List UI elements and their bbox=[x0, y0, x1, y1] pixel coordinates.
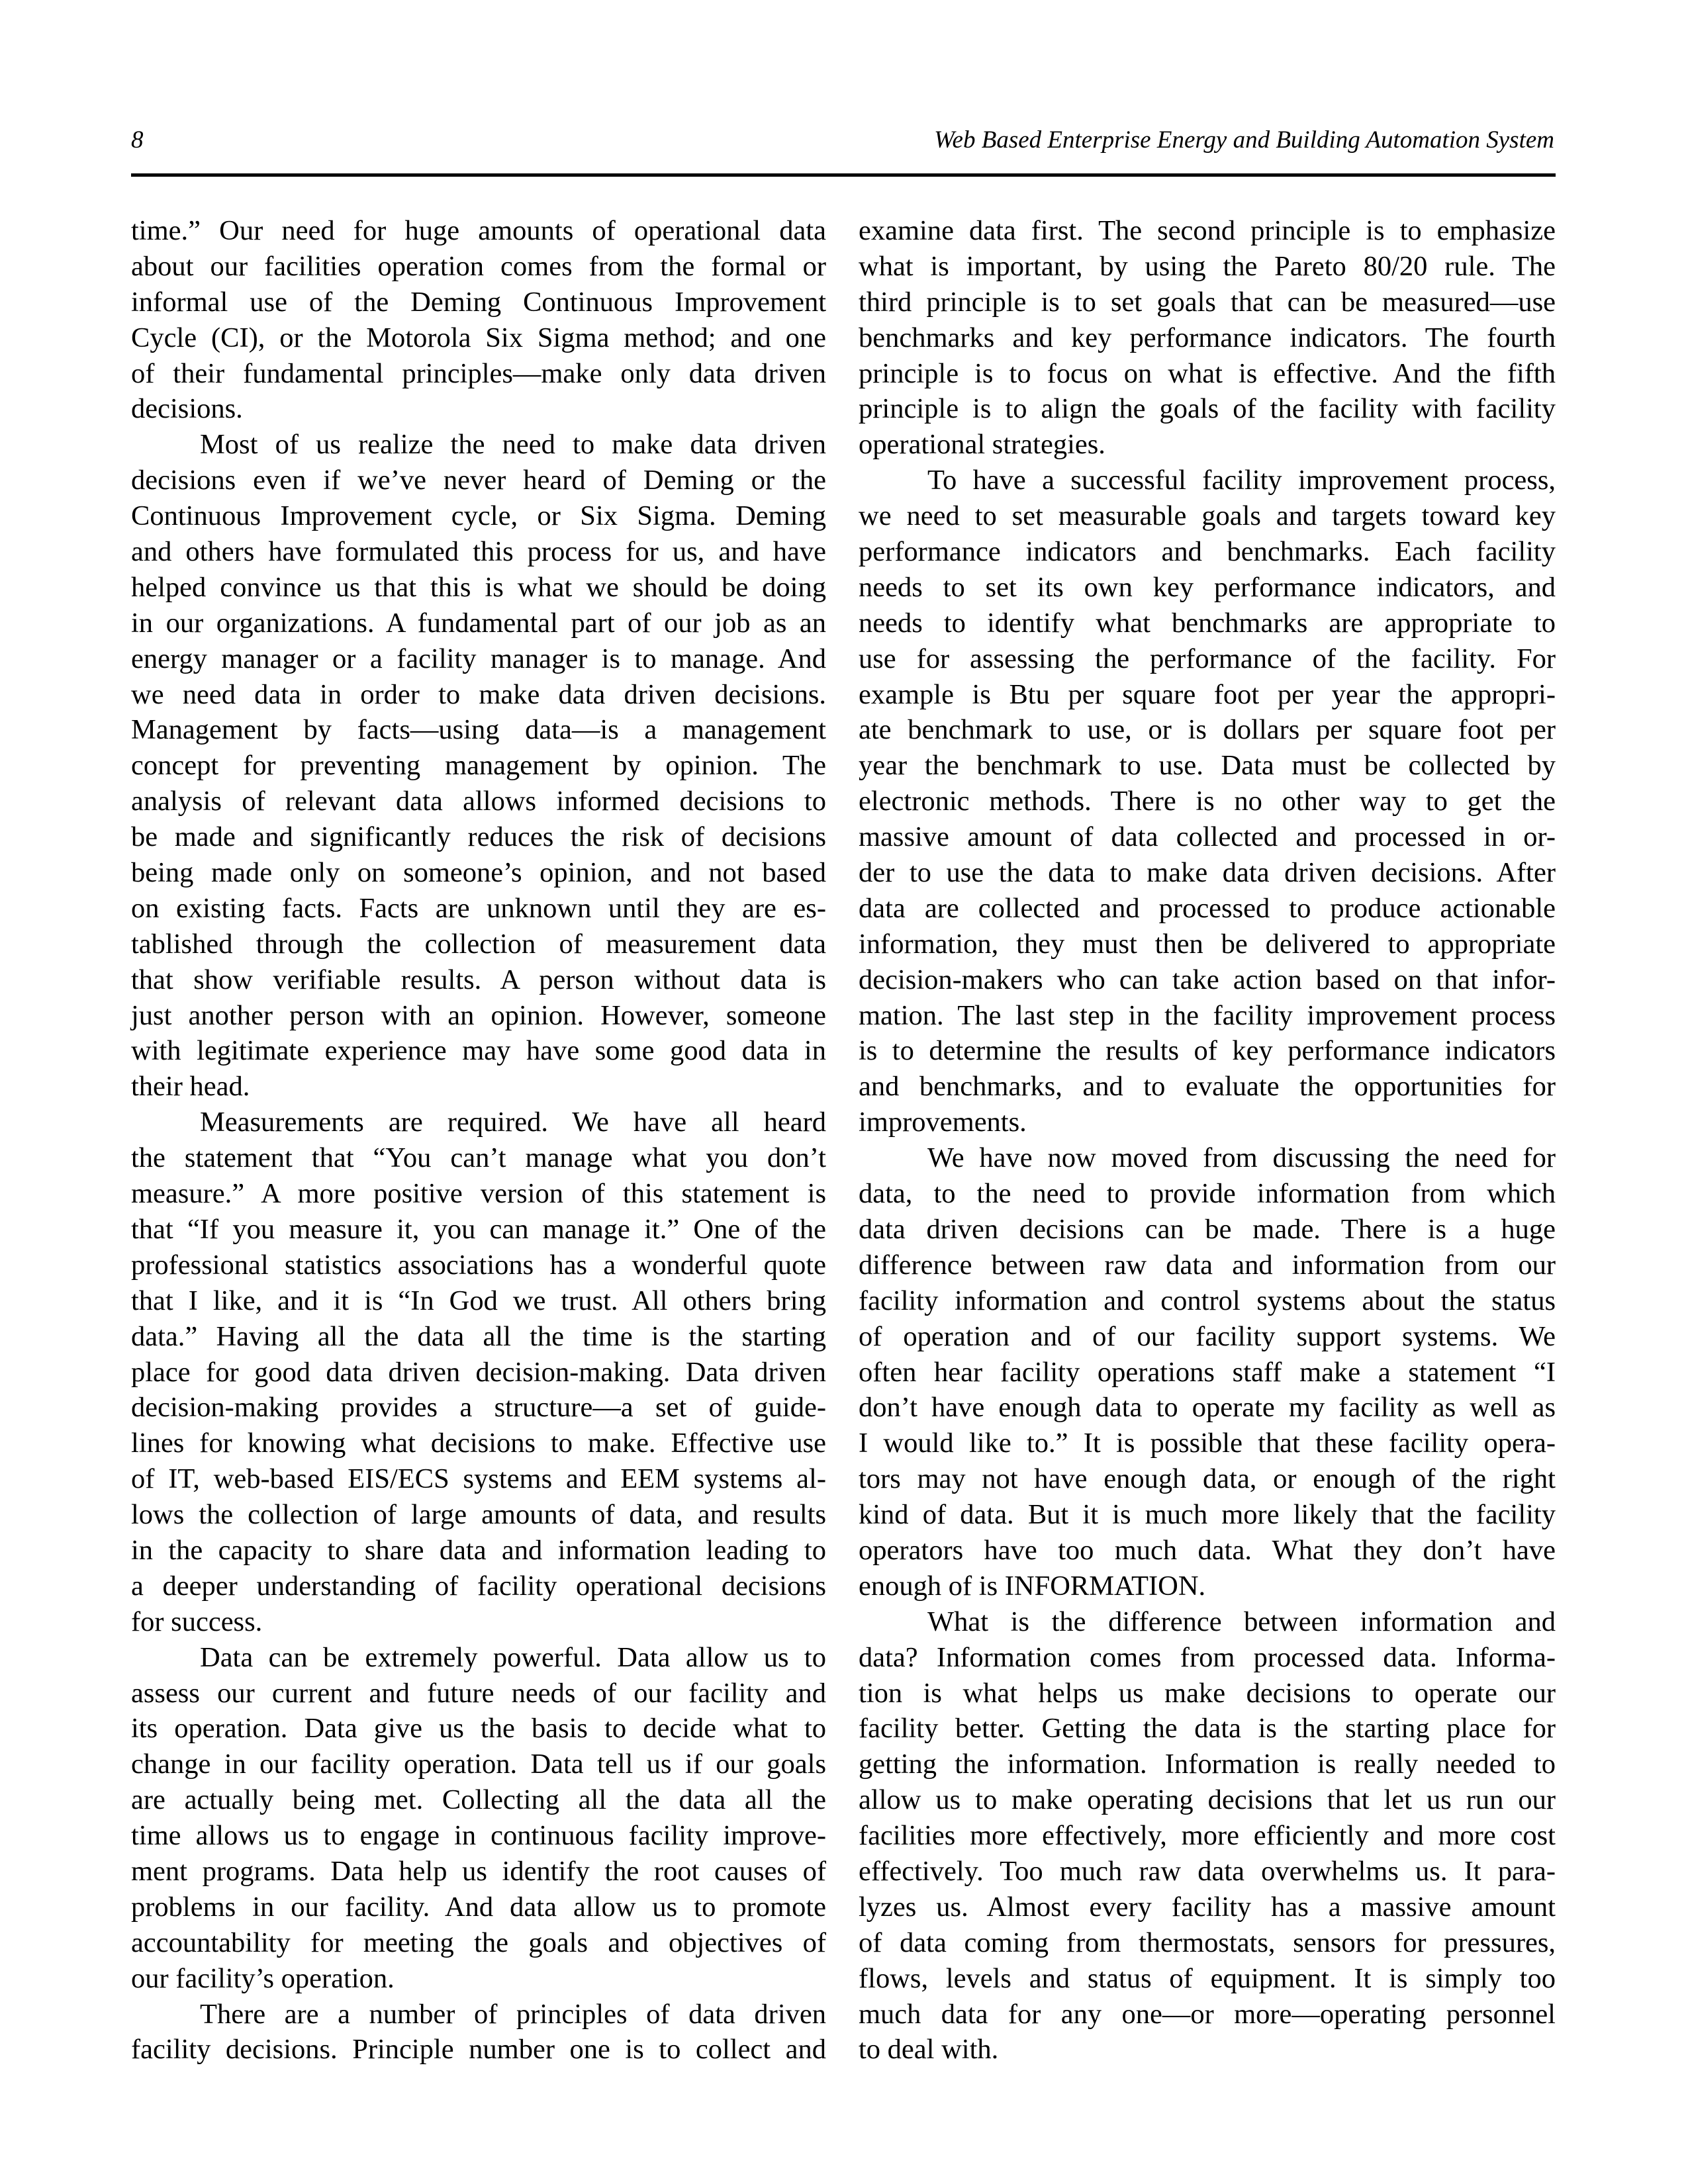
text-line: tion is what helps us make decisions to operate our bbox=[859, 1677, 1556, 1709]
text-line: just another person with an opinion. However, someone bbox=[131, 999, 826, 1031]
text-line: data.” Having all the data all the time is the starting bbox=[131, 1320, 826, 1352]
text-line: ate benchmark to use, or is dollars per square foot per bbox=[859, 714, 1556, 746]
text-line: principle is to focus on what is effective. And the fifth bbox=[859, 357, 1556, 389]
text-line: data, to the need to provide information from which bbox=[859, 1178, 1556, 1210]
text-line: tors may not have enough data, or enough of the right bbox=[859, 1463, 1556, 1495]
text-line: our facility’s operation. bbox=[131, 1962, 395, 1994]
text-line: year the benchmark to use. Data must be collected by bbox=[859, 750, 1556, 782]
text-line: and benchmarks, and to evaluate the opportunities for bbox=[859, 1071, 1556, 1103]
left-column bbox=[131, 213, 826, 2068]
text-line: professional statistics associations has a wonderful quote bbox=[131, 1249, 826, 1281]
text-line: that I like, and it is “In God we trust. All others bring bbox=[131, 1285, 826, 1316]
text-line: in our organizations. A fundamental part of our job as an bbox=[131, 607, 826, 639]
text-line: their head. bbox=[131, 1071, 250, 1103]
text-line: what is important, by using the Pareto 80/20 rule. The bbox=[859, 250, 1556, 282]
text-line: measure.” A more positive version of this statement is bbox=[131, 1178, 826, 1210]
text-line: To have a successful facility improvement process, bbox=[927, 465, 1556, 496]
text-line: electronic methods. There is no other way to get the bbox=[859, 786, 1556, 817]
text-line: being made only on someone’s opinion, and not based bbox=[131, 857, 826, 889]
running-header bbox=[131, 120, 1554, 160]
text-line: change in our facility operation. Data tell us if our goals bbox=[131, 1749, 826, 1780]
text-line: massive amount of data collected and processed in or- bbox=[859, 821, 1556, 853]
text-line: improvements. bbox=[859, 1107, 1027, 1138]
text-line: data? Information comes from processed data. Informa- bbox=[859, 1641, 1556, 1673]
text-line: often hear facility operations staff make a statement “I bbox=[859, 1356, 1556, 1388]
text-line: Measurements are required. We have all heard bbox=[200, 1107, 826, 1138]
paragraph bbox=[131, 1997, 826, 2068]
text-line: a deeper understanding of facility operational decisions bbox=[131, 1570, 826, 1602]
text-line: kind of data. But it is much more likely that the facility bbox=[859, 1499, 1556, 1531]
text-line: tablished through the collection of measurement data bbox=[131, 928, 826, 960]
text-line: principle is to align the goals of the facility with facility bbox=[859, 393, 1556, 425]
text-line: operators have too much data. What they don’t have bbox=[859, 1534, 1556, 1566]
text-line: We have now moved from discussing the need for bbox=[927, 1142, 1556, 1174]
text-line: the statement that “You can’t manage what you don’t bbox=[131, 1142, 826, 1174]
paragraph bbox=[131, 1105, 826, 1639]
text-line: getting the information. Information is really needed to bbox=[859, 1749, 1556, 1780]
text-line: accountability for meeting the goals and objectives of bbox=[131, 1927, 826, 1958]
text-line: to deal with. bbox=[859, 2034, 999, 2066]
paragraph bbox=[859, 463, 1556, 1140]
text-line: facilities more effectively, more efficiently and more cost bbox=[859, 1820, 1556, 1852]
text-line: place for good data driven decision-making. Data driven bbox=[131, 1356, 826, 1388]
text-line: of operation and of our facility support systems. We bbox=[859, 1320, 1556, 1352]
text-line: energy manager or a facility manager is to manage. And bbox=[131, 643, 826, 674]
paragraph bbox=[859, 213, 1556, 463]
text-line: There are a number of principles of data driven bbox=[200, 1998, 826, 2030]
text-line: needs to identify what benchmarks are appropriate to bbox=[859, 607, 1556, 639]
text-line: Data can be extremely powerful. Data allow us to bbox=[200, 1641, 826, 1673]
text-line: difference between raw data and information from our bbox=[859, 1249, 1556, 1281]
running-title: Web Based Enterprise Energy and Building Automation System bbox=[934, 126, 1554, 154]
text-line: decision-makers who can take action based on that infor- bbox=[859, 964, 1556, 995]
text-line: is to determine the results of key performance indicators bbox=[859, 1035, 1556, 1067]
text-line: der to use the data to make data driven decisions. After bbox=[859, 857, 1556, 889]
page-number: 8 bbox=[131, 126, 144, 154]
text-line: be made and significantly reduces the risk of decisions bbox=[131, 821, 826, 853]
text-line: lows the collection of large amounts of data, and results bbox=[131, 1499, 826, 1531]
paragraph bbox=[131, 1640, 826, 1997]
text-line: examine data first. The second principle is to emphasize bbox=[859, 215, 1556, 246]
text-line: facility better. Getting the data is the starting place for bbox=[859, 1713, 1556, 1745]
paragraph bbox=[859, 1604, 1556, 2068]
text-line: use for assessing the performance of the facility. For bbox=[859, 643, 1556, 674]
text-line: of data coming from thermostats, sensors for pressures, bbox=[859, 1927, 1556, 1958]
text-line: decisions even if we’ve never heard of Deming or the bbox=[131, 465, 826, 496]
text-line: for success. bbox=[131, 1606, 263, 1637]
text-line: time.” Our need for huge amounts of operational data bbox=[131, 215, 826, 246]
text-line: are actually being met. Collecting all the data all the bbox=[131, 1784, 826, 1816]
text-line: What is the difference between information and bbox=[927, 1606, 1556, 1637]
text-line: Most of us realize the need to make data driven bbox=[200, 429, 826, 461]
text-line: assess our current and future needs of our facility and bbox=[131, 1677, 826, 1709]
text-line: effectively. Too much raw data overwhelms us. It para- bbox=[859, 1855, 1556, 1887]
paragraph bbox=[859, 1140, 1556, 1604]
text-line: its operation. Data give us the basis to decide what to bbox=[131, 1713, 826, 1745]
text-line: data are collected and processed to produce actionable bbox=[859, 892, 1556, 924]
text-line: mation. The last step in the facility improvement process bbox=[859, 999, 1556, 1031]
text-line: performance indicators and benchmarks. Each facility bbox=[859, 536, 1556, 568]
text-line: Management by facts—using data—is a management bbox=[131, 714, 826, 746]
text-line: flows, levels and status of equipment. It is simply too bbox=[859, 1962, 1556, 1994]
text-line: Cycle (CI), or the Motorola Six Sigma method; and one bbox=[131, 322, 826, 353]
text-line: we need data in order to make data driven decisions. bbox=[131, 678, 826, 710]
paragraph bbox=[131, 213, 826, 427]
text-line: analysis of relevant data allows informed decisions to bbox=[131, 786, 826, 817]
text-line: third principle is to set goals that can be measured—use bbox=[859, 286, 1556, 318]
text-line: facility information and control systems about the status bbox=[859, 1285, 1556, 1316]
text-line: of their fundamental principles—make only data driven bbox=[131, 357, 826, 389]
text-line: we need to set measurable goals and targets toward key bbox=[859, 500, 1556, 532]
text-line: lines for knowing what decisions to make. Effective use bbox=[131, 1428, 826, 1459]
text-line: that “If you measure it, you can manage it.” One of the bbox=[131, 1213, 826, 1245]
text-line: facility decisions. Principle number one is to collect and bbox=[131, 2034, 826, 2066]
text-line: information, they must then be delivered to appropriate bbox=[859, 928, 1556, 960]
text-line: that show verifiable results. A person without data is bbox=[131, 964, 826, 995]
paragraph bbox=[131, 427, 826, 1105]
text-line: time allows us to engage in continuous facility improve- bbox=[131, 1820, 826, 1852]
text-line: decision-making provides a structure—a set of guide- bbox=[131, 1392, 826, 1424]
text-line: needs to set its own key performance indicators, and bbox=[859, 571, 1556, 603]
text-line: in the capacity to share data and information leading to bbox=[131, 1534, 826, 1566]
text-line: with legitimate experience may have some good data in bbox=[131, 1035, 826, 1067]
right-column bbox=[859, 213, 1556, 2068]
text-line: don’t have enough data to operate my facility as well as bbox=[859, 1392, 1556, 1424]
text-line: and others have formulated this process for us, and have bbox=[131, 536, 826, 568]
text-line: example is Btu per square foot per year the appropri- bbox=[859, 678, 1556, 710]
text-line: benchmarks and key performance indicators. The fourth bbox=[859, 322, 1556, 353]
text-line: problems in our facility. And data allow us to promote bbox=[131, 1891, 826, 1923]
header-rule bbox=[131, 173, 1556, 177]
text-line: enough of is INFORMATION. bbox=[859, 1570, 1206, 1602]
text-line: of IT, web-based EIS/ECS systems and EEM systems al- bbox=[131, 1463, 826, 1495]
text-line: Continuous Improvement cycle, or Six Sigma. Deming bbox=[131, 500, 826, 532]
text-line: I would like to.” It is possible that these facility opera- bbox=[859, 1428, 1556, 1459]
text-line: allow us to make operating decisions that let us run our bbox=[859, 1784, 1556, 1816]
text-line: lyzes us. Almost every facility has a massive amount bbox=[859, 1891, 1556, 1923]
text-line: operational strategies. bbox=[859, 429, 1105, 461]
text-line: decisions. bbox=[131, 393, 243, 425]
text-line: ment programs. Data help us identify the root causes of bbox=[131, 1855, 826, 1887]
text-line: much data for any one—or more—operating personnel bbox=[859, 1998, 1556, 2030]
text-line: data driven decisions can be made. There is a huge bbox=[859, 1213, 1556, 1245]
text-line: on existing facts. Facts are unknown until they are es- bbox=[131, 892, 826, 924]
text-line: informal use of the Deming Continuous Improvement bbox=[131, 286, 826, 318]
text-line: helped convince us that this is what we should be doing bbox=[131, 571, 826, 603]
text-line: about our facilities operation comes from the formal or bbox=[131, 250, 826, 282]
text-line: concept for preventing management by opinion. The bbox=[131, 750, 826, 782]
